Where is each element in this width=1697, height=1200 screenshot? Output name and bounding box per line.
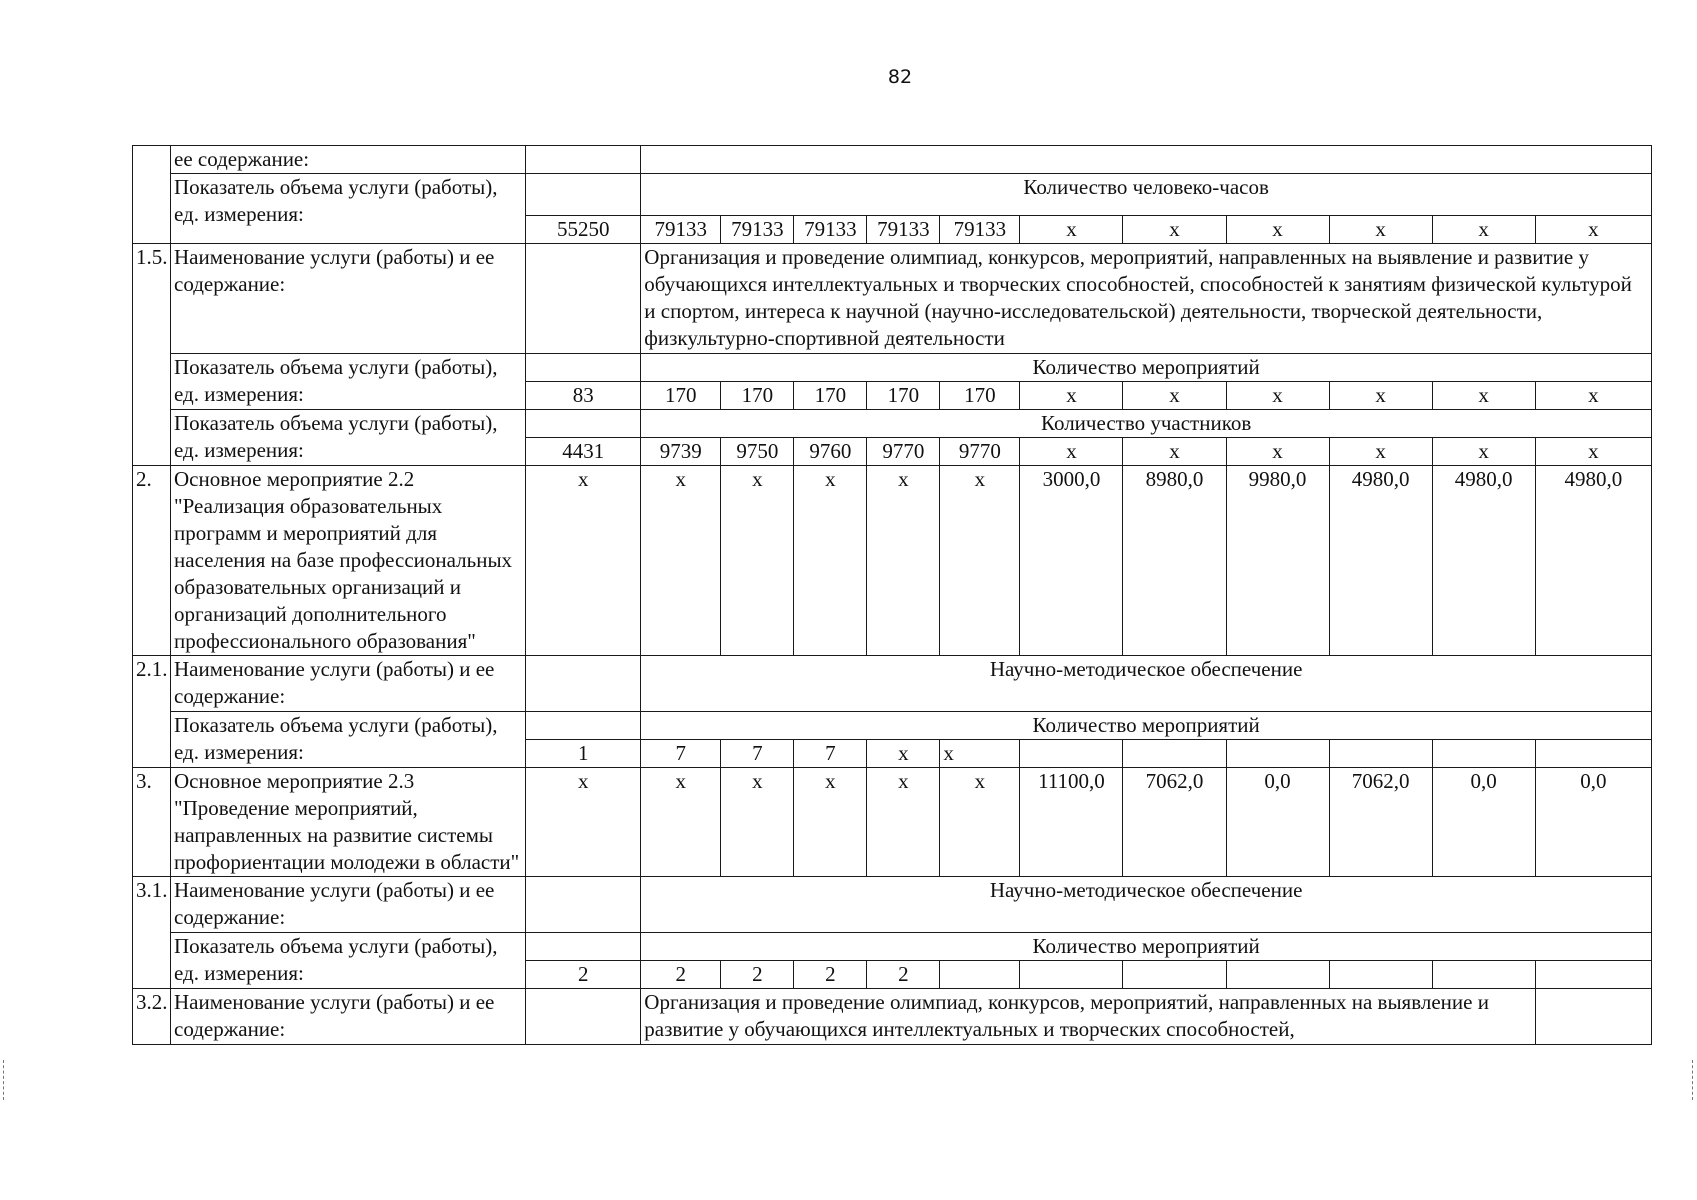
table-cell [526,174,641,216]
value-cell: х [1329,382,1432,410]
table-row [133,768,1652,877]
row-label: Показатель объема услуги (работы), ед. измерения: [171,410,526,466]
value-cell: х [526,768,641,877]
budget-table-sheet [132,145,1652,1045]
table-row [133,656,1652,712]
value-cell: 1 [526,740,641,768]
value-cell: 9980,0 [1226,466,1329,656]
value-cell: 8980,0 [1123,466,1226,656]
value-cell: х [1020,438,1123,466]
value-cell: 170 [940,382,1020,410]
table-row [133,712,1652,740]
table-row [133,146,1652,174]
value-cell: х [794,768,867,877]
value-cell: х [940,740,1020,768]
value-cell: х [867,740,940,768]
table-cell [526,712,641,740]
value-cell: х [721,768,794,877]
value-cell: 7 [641,740,721,768]
table-row [133,877,1652,933]
value-cell: 170 [794,382,867,410]
measure-title: Основное мероприятие 2.2 "Реализация образовательных программ и мероприятий для населения на базе профессиональных образовательных организаций и организаций дополнительного профессионального образования" [171,466,526,656]
row-label: Показатель объема услуги (работы), ед. измерения: [171,933,526,989]
value-cell [1123,740,1226,768]
value-cell: х [867,768,940,877]
table-row [133,354,1652,382]
value-cell: 4980,0 [1432,466,1535,656]
value-cell: 79133 [721,216,794,244]
value-cell [1020,961,1123,989]
table-cell [526,410,641,438]
value-cell: 9739 [641,438,721,466]
table-row [133,933,1652,961]
table-row [133,244,1652,354]
value-cell: х [1432,382,1535,410]
value-cell: 4980,0 [1329,466,1432,656]
value-cell: 7062,0 [1123,768,1226,877]
row-number-cell [133,146,171,244]
value-cell: х [1020,382,1123,410]
value-cell: х [940,466,1020,656]
row-number: 3.2. [133,989,171,1045]
value-cell: х [526,466,641,656]
table-row [133,989,1652,1045]
row-label: Наименование услуги (работы) и ее содержание: [171,244,526,354]
value-cell: х [867,466,940,656]
value-cell [1535,961,1651,989]
value-cell: 7 [721,740,794,768]
service-description: Научно-методическое обеспечение [641,656,1652,712]
row-label: Показатель объема услуги (работы), ед. измерения: [171,354,526,410]
table-cell [1535,989,1651,1045]
value-cell: 0,0 [1226,768,1329,877]
value-cell: 11100,0 [1020,768,1123,877]
table-row [133,466,1652,656]
value-cell: 4980,0 [1535,466,1651,656]
value-cell: 83 [526,382,641,410]
value-cell [1329,740,1432,768]
row-label: Наименование услуги (работы) и ее содержание: [171,656,526,712]
value-cell: х [940,768,1020,877]
table-cell [526,656,641,712]
value-cell: 170 [641,382,721,410]
value-cell: 55250 [526,216,641,244]
value-cell [1432,740,1535,768]
unit-header: Количество мероприятий [641,712,1652,740]
value-cell [1226,740,1329,768]
value-cell: 2 [794,961,867,989]
value-cell: 170 [721,382,794,410]
value-cell: 4431 [526,438,641,466]
budget-table [132,145,1652,1045]
row-number: 3. [133,768,171,877]
value-cell: 2 [526,961,641,989]
value-cell: 9770 [867,438,940,466]
unit-header: Количество мероприятий [641,354,1652,382]
value-cell: 0,0 [1535,768,1651,877]
value-cell: х [794,466,867,656]
value-cell: 3000,0 [1020,466,1123,656]
value-cell: 2 [721,961,794,989]
value-cell [1432,961,1535,989]
value-cell [940,961,1020,989]
value-cell: 9770 [940,438,1020,466]
value-cell: х [1123,438,1226,466]
value-cell: х [1329,438,1432,466]
value-cell: 0,0 [1432,768,1535,877]
table-cell [641,146,1652,174]
table-cell [526,244,641,354]
value-cell: 2 [641,961,721,989]
row-label: ее содержание: [171,146,526,174]
value-cell [1226,961,1329,989]
value-cell: 7 [794,740,867,768]
value-cell: х [1226,438,1329,466]
value-cell: 79133 [867,216,940,244]
table-cell [526,146,641,174]
measure-title: Основное мероприятие 2.3 "Проведение мероприятий, направленных на развитие системы профориентации молодежи в области" [171,768,526,877]
value-cell [1123,961,1226,989]
row-label: Показатель объема услуги (работы), ед. измерения: [171,712,526,768]
value-cell: х [721,466,794,656]
value-cell [1020,740,1123,768]
value-cell: х [641,768,721,877]
row-label: Наименование услуги (работы) и ее содержание: [171,877,526,933]
value-cell [1535,740,1651,768]
row-number: 3.1. [133,877,171,989]
value-cell: 9760 [794,438,867,466]
table-row [133,410,1652,438]
row-number: 1.5. [133,244,171,466]
table-row [133,174,1652,216]
value-cell: 79133 [794,216,867,244]
value-cell: х [1329,216,1432,244]
value-cell: 7062,0 [1329,768,1432,877]
value-cell: х [1123,216,1226,244]
service-description: Научно-методическое обеспечение [641,877,1652,933]
row-number: 2.1. [133,656,171,768]
value-cell [1329,961,1432,989]
row-label: Показатель объема услуги (работы), ед. измерения: [171,174,526,244]
value-cell: 170 [867,382,940,410]
page-number: 82 [887,66,913,88]
right-edge-mark [1692,1060,1694,1100]
value-cell: 2 [867,961,940,989]
service-description: Организация и проведение олимпиад, конкурсов, мероприятий, направленных на выявление и развитие у обучающихся интеллектуальных и творческих способностей, [641,989,1535,1045]
table-cell [526,877,641,933]
value-cell: х [1535,382,1651,410]
value-cell: х [1123,382,1226,410]
value-cell: 9750 [721,438,794,466]
service-description: Организация и проведение олимпиад, конкурсов, мероприятий, направленных на выявление и развитие у обучающихся интеллектуальных и творческих способностей, способностей к занятиям физической культурой и спортом, интереса к научной (научно-исследовательской) деятельности, творческой деятельности, физкультурно-спортивной деятельности [641,244,1652,354]
value-cell: 79133 [641,216,721,244]
value-cell: х [1226,382,1329,410]
table-cell [526,989,641,1045]
row-number: 2. [133,466,171,656]
table-cell [526,354,641,382]
value-cell: х [1535,216,1651,244]
value-cell: х [1020,216,1123,244]
unit-header: Количество мероприятий [641,933,1652,961]
value-cell: х [641,466,721,656]
value-cell: 79133 [940,216,1020,244]
row-label: Наименование услуги (работы) и ее содержание: [171,989,526,1045]
value-cell: х [1432,216,1535,244]
left-edge-mark [3,1060,5,1100]
value-cell: х [1535,438,1651,466]
value-cell: х [1432,438,1535,466]
value-cell: х [1226,216,1329,244]
table-cell [526,933,641,961]
unit-header: Количество человеко-часов [641,174,1652,216]
unit-header: Количество участников [641,410,1652,438]
